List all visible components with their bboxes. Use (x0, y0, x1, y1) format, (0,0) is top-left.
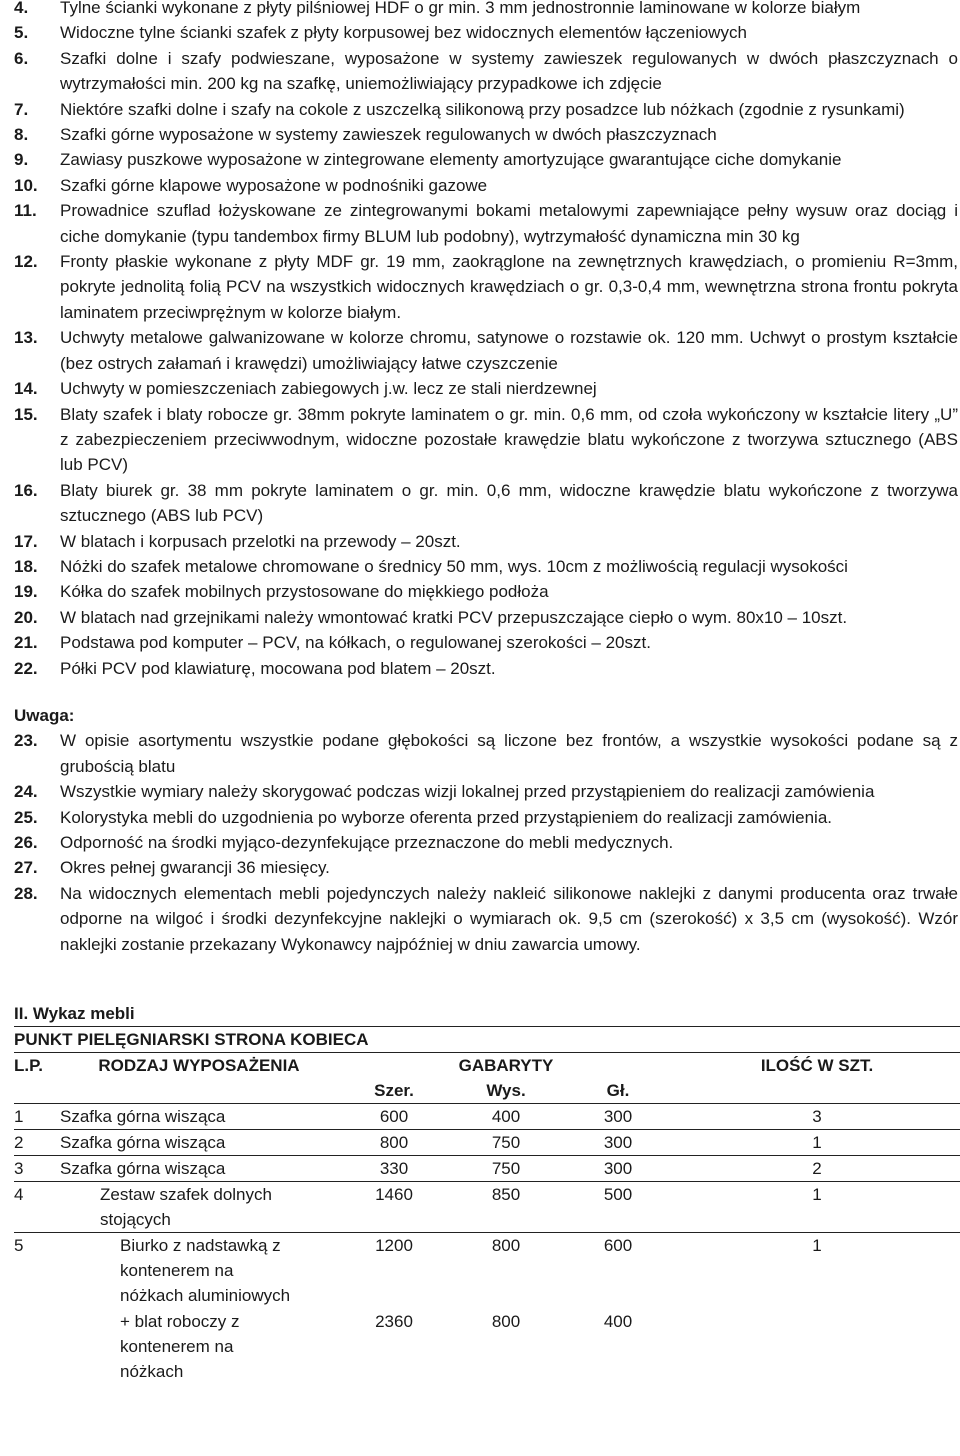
cell-lp: 1 (14, 1104, 60, 1130)
item-text: Szafki górne klapowe wyposażone w podnośniki gazowe (60, 175, 488, 195)
furniture-table (14, 1026, 960, 1384)
item-number: 17. (14, 531, 38, 551)
list-item (0, 402, 960, 478)
requirements-list (0, 0, 960, 681)
cell-qty: 1 (674, 1130, 960, 1156)
list-item (0, 147, 960, 172)
item-number: 23. (14, 731, 38, 751)
item-number: 24. (14, 782, 38, 802)
list-item (0, 376, 960, 401)
item-number: 21. (14, 633, 38, 653)
list-item (0, 554, 960, 579)
item-text: Na widocznych elementach mebli pojedynczych należy nakleić silikonowe naklejki z danymi producenta oraz trwałe odporne na wilgoć i środki dezynfekcyjne naklejki o wymiarach ok. 9,5 cm (szerokość) x 3,5 cm (wysokość). Wzór naklejki zostanie przekazany Wykonawcy najpóźniej w dniu zawarcia umowy. (60, 883, 958, 954)
list-item (0, 249, 960, 325)
cell-name-worktop: + blat roboczy z kontenerem na nóżkach (120, 1312, 240, 1382)
list-item (0, 20, 960, 45)
cell-name: Szafka górna wisząca (60, 1156, 338, 1182)
item-text: Półki PCV pod klawiaturę, mocowana pod blatem – 20szt. (60, 658, 496, 678)
item-text: Blaty biurek gr. 38 mm pokryte laminatem o gr. min. 0,6 mm, widoczne krawędzie blatu wykończone z tworzywa sztucznego (ABS lub PCV) (60, 480, 958, 526)
item-number: 4. (14, 0, 29, 17)
cell-name-desk: Biurko z nadstawką z kontenerem na nóżkach aluminiowych (120, 1236, 291, 1306)
cell-height: 850 (450, 1182, 562, 1233)
cell-name: Szafka górna wisząca (60, 1104, 338, 1130)
cell-lp: 5 (14, 1236, 24, 1256)
item-number: 8. (14, 125, 29, 145)
item-text: Szafki górne wyposażone w systemy zawieszek regulowanych w dwóch płaszczyznach (60, 125, 717, 145)
cell-width: 600 (338, 1104, 450, 1130)
spacer (0, 681, 960, 703)
section-title: II. Wykaz mebli (14, 1004, 135, 1024)
item-number: 11. (14, 201, 37, 221)
cell-height (450, 1233, 562, 1385)
header-height: Wys. (450, 1078, 562, 1104)
item-number: 28. (14, 883, 38, 903)
item-number: 20. (14, 607, 38, 627)
table-row (14, 1233, 960, 1385)
cell-name: Zestaw szafek dolnych stojących (60, 1182, 338, 1233)
header-spacer (14, 1078, 60, 1104)
table-row (14, 1130, 960, 1156)
item-number: 13. (14, 328, 38, 348)
cell-height: 750 (450, 1130, 562, 1156)
item-text: Uchwyty w pomieszczeniach zabiegowych j.w. lecz ze stali nierdzewnej (60, 379, 597, 399)
list-item (0, 579, 960, 604)
item-text: Okres pełnej gwarancji 36 miesięcy. (60, 858, 330, 878)
item-text: Nóżki do szafek metalowe chromowane o średnicy 50 mm, wys. 10cm z możliwością regulacji wysokości (60, 556, 848, 576)
item-number: 15. (14, 404, 38, 424)
item-number: 7. (14, 99, 29, 119)
item-text: Tylne ścianki wykonane z płyty pilśniowej HDF o gr min. 3 mm jednostronnie laminowane w kolorze białym (60, 0, 861, 17)
item-number: 16. (14, 480, 38, 500)
header-lp: L.P. (14, 1056, 43, 1076)
cell-lp: 3 (14, 1156, 60, 1182)
cell-name (60, 1233, 338, 1385)
item-text: Blaty szafek i blaty robocze gr. 38mm pokryte laminatem o gr. min. 0,6 mm, od czoła wykończony w kształcie litery „U” z zabezpieczeniem przeciwwodnym, widoczne pozostałe krawędzie blatu wykończone z tworzywa sztucznego (ABS lub PCV) (60, 404, 958, 475)
item-number: 22. (14, 658, 38, 678)
cell-depth: 300 (562, 1104, 674, 1130)
item-number: 6. (14, 48, 29, 68)
table-row (14, 1156, 960, 1182)
item-number: 10. (14, 175, 38, 195)
item-number: 27. (14, 858, 38, 878)
cell-width: 800 (338, 1130, 450, 1156)
header-spacer (674, 1078, 960, 1104)
item-text: Uchwyty metalowe galwanizowane w kolorze chromu, satynowe o rozstawie ok. 120 mm. Uchwyt o prostym kształcie (bez ostrych załamań i krawędzi) umożliwiający łatwe czyszczenie (60, 328, 958, 373)
item-number: 19. (14, 582, 38, 602)
item-text: Widoczne tylne ścianki szafek z płyty korpusowej bez widocznych elementów łączeniowych (60, 23, 747, 43)
list-item (0, 855, 960, 880)
table-title: PUNKT PIELĘGNIARSKI STRONA KOBIECA (14, 1027, 960, 1053)
list-item (0, 198, 960, 249)
list-item (0, 830, 960, 855)
notes-list (0, 728, 960, 957)
cell-name: Szafka górna wisząca (60, 1130, 338, 1156)
item-text: Prowadnice szuflad łożyskowane ze zintegrowanymi bokami metalowymi zapewniające pełny wysuw oraz dociąg i ciche domykanie (typu tandembox firmy BLUM lub podobny), wytrzymałość dynamiczna min 30 kg (60, 201, 958, 246)
cell-qty: 1 (812, 1236, 822, 1256)
list-item (0, 97, 960, 122)
list-item (0, 728, 960, 779)
cell-depth: 300 (562, 1156, 674, 1182)
cell-width: 330 (338, 1156, 450, 1182)
cell-depth: 300 (562, 1130, 674, 1156)
item-text: Zawiasy puszkowe wyposażone w zintegrowane elementy amortyzujące gwarantujące ciche domykanie (60, 150, 842, 170)
item-number: 9. (14, 150, 29, 170)
cell-width: 1460 (338, 1182, 450, 1233)
list-item (0, 173, 960, 198)
cell-depth (562, 1233, 674, 1385)
item-number: 14. (14, 379, 38, 399)
header-depth: Gł. (562, 1078, 674, 1104)
cell-qty: 2 (674, 1156, 960, 1182)
header-spacer (60, 1078, 338, 1104)
cell-height-worktop: 800 (491, 1312, 521, 1332)
list-item (0, 881, 960, 957)
list-item (0, 605, 960, 630)
item-number: 26. (14, 833, 38, 852)
spacer (0, 957, 960, 1001)
item-text: Kolorystyka mebli do uzgodnienia po wyborze oferenta przed przystąpieniem do realizacji zamówienia. (60, 807, 833, 827)
list-item (0, 805, 960, 830)
item-number: 18. (14, 556, 38, 576)
item-text: W blatach nad grzejnikami należy wmontować kratki PCV przepuszczające ciepło o wym. 80x10 – 10szt. (60, 607, 848, 627)
table-row (14, 1182, 960, 1233)
item-text: Kółka do szafek mobilnych przystosowane do miękkiego podłoża (60, 582, 549, 602)
cell-qty: 3 (674, 1104, 960, 1130)
item-text: Szafki dolne i szafy podwieszane, wyposażone w systemy zawieszek regulowanych w dwóch płaszczyznach o wytrzymałości min. 200 kg na szafkę, uniemożliwiający przypadkowe ich zdjęcie (60, 48, 958, 94)
cell-width (338, 1233, 450, 1385)
item-number: 5. (14, 23, 29, 43)
item-text: Odporność na środki myjąco-dezynfekujące przeznaczone do mebli medycznych. (60, 833, 674, 852)
cell-height: 400 (450, 1104, 562, 1130)
list-item (0, 529, 960, 554)
item-text: Fronty płaskie wykonane z płyty MDF gr. 19 mm, zaokrąglone na zewnętrznych krawędziach, o promieniu R=3mm, pokryte jednolitą folią PCV na wszystkich widocznych krawędziach o gr. 0,3-0,4 mm, wewnętrzna strona frontu pokryta laminatem przeciwprężnym w kolorze białym. (60, 252, 958, 322)
note-heading: Uwaga: (14, 705, 75, 725)
item-text: Wszystkie wymiary należy skorygować podczas wizji lokalnej przed przystąpieniem do realizacji zamówienia (60, 782, 875, 802)
cell-qty: 1 (674, 1182, 960, 1233)
header-dims: GABARYTY (458, 1056, 554, 1076)
list-item (0, 779, 960, 804)
list-item (0, 325, 960, 376)
list-item (0, 656, 960, 681)
list-item (0, 630, 960, 655)
cell-depth-worktop: 400 (603, 1312, 633, 1332)
item-text: W blatach i korpusach przelotki na przewody – 20szt. (60, 531, 461, 551)
table-row (14, 1104, 960, 1130)
cell-height-desk: 800 (491, 1236, 521, 1256)
cell-depth-desk: 600 (603, 1236, 633, 1256)
list-item (0, 0, 960, 20)
item-text: W opisie asortymentu wszystkie podane głębokości są liczone bez frontów, a wszystkie wysokości podane są z grubością blatu (60, 731, 958, 776)
cell-depth: 500 (562, 1182, 674, 1233)
list-item (0, 46, 960, 97)
cell-width-desk: 1200 (375, 1236, 413, 1256)
cell-width-worktop: 2360 (375, 1312, 413, 1332)
header-width: Szer. (338, 1078, 450, 1104)
cell-lp: 2 (14, 1130, 60, 1156)
header-qty: ILOŚĆ W SZT. (760, 1056, 874, 1076)
cell-height: 750 (450, 1156, 562, 1182)
list-item (0, 122, 960, 147)
item-number: 12. (14, 252, 38, 272)
header-name: RODZAJ WYPOSAŻENIA (98, 1056, 300, 1076)
item-number: 25. (14, 807, 38, 827)
list-item (0, 478, 960, 529)
item-text: Podstawa pod komputer – PCV, na kółkach, o regulowanej szerokości – 20szt. (60, 633, 651, 653)
item-text: Niektóre szafki dolne i szafy na cokole z uszczelką silikonową przy posadzce lub nóżkach (zgodnie z rysunkami) (60, 99, 905, 119)
cell-lp: 4 (14, 1182, 60, 1233)
